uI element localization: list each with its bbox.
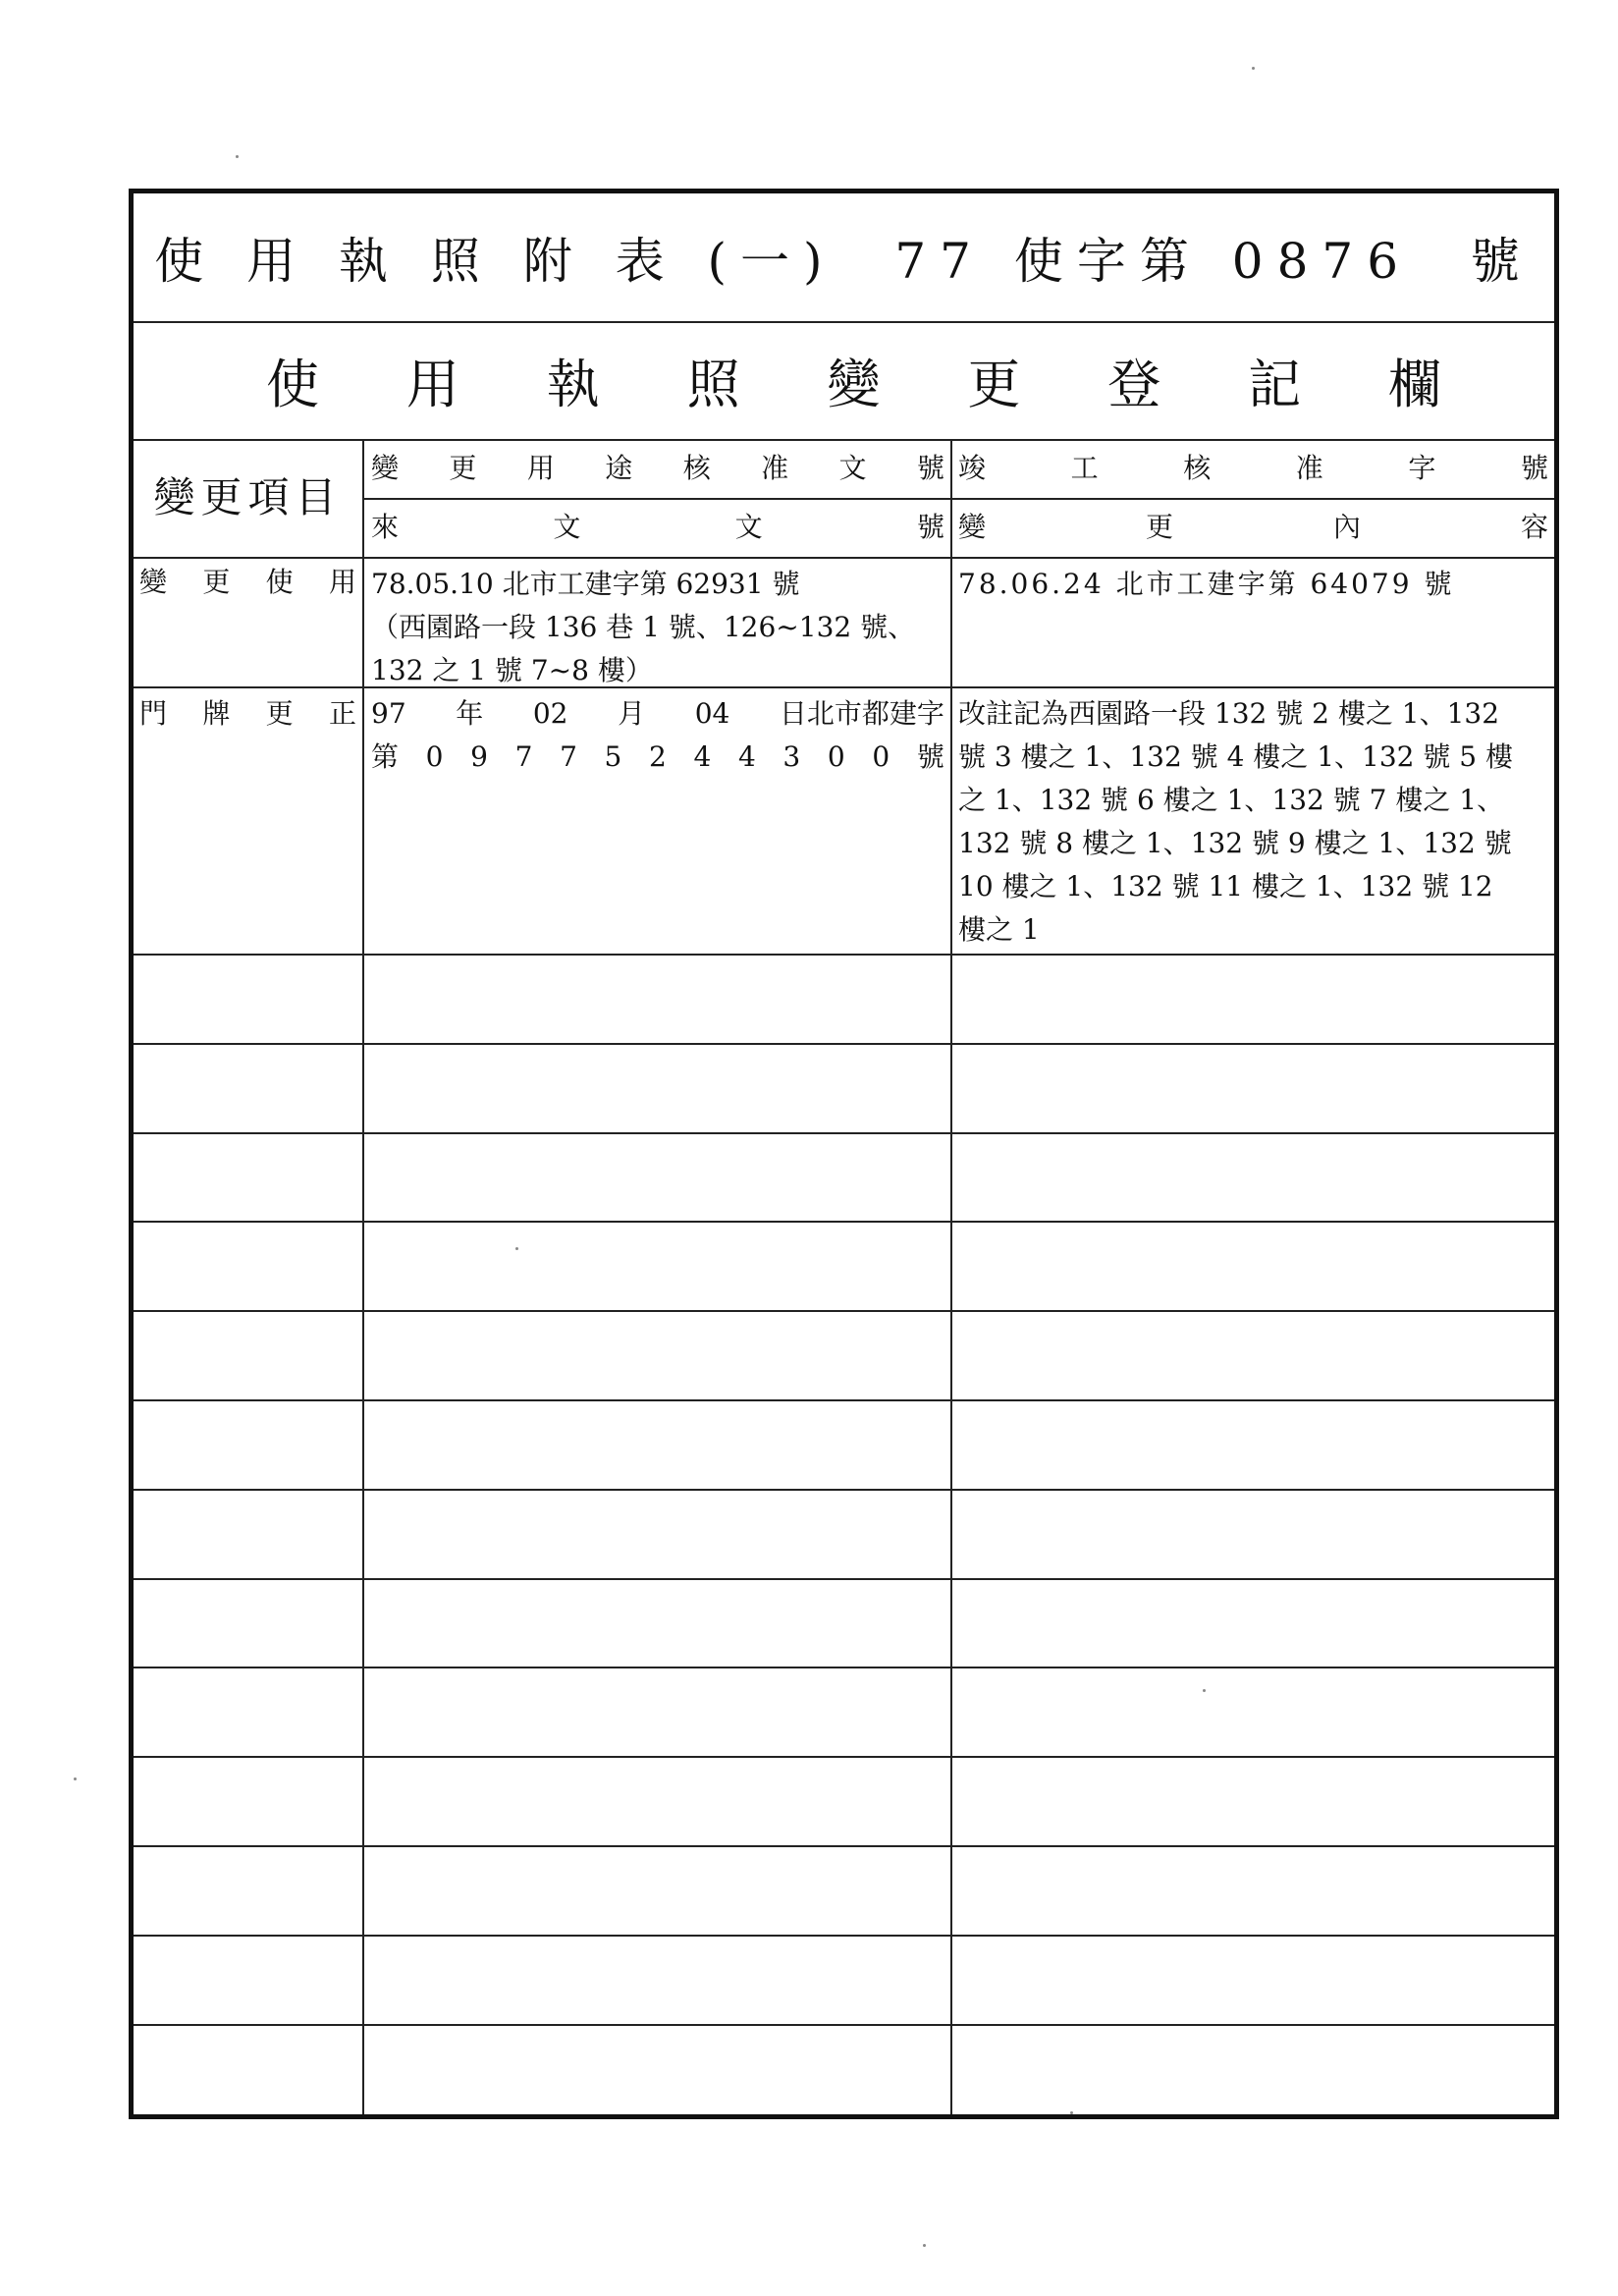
header-char: 文 [553, 511, 581, 543]
row-divider [134, 1399, 1554, 1401]
register-grid [134, 439, 1554, 2114]
row-divider [134, 1310, 1554, 1312]
header-char: 途 [605, 452, 633, 484]
row-divider [134, 954, 1554, 956]
header-char: 核 [682, 452, 711, 484]
doc-line: 132 之 1 號 7~8 樓） [371, 654, 653, 686]
subtitle-char: 照 [686, 353, 740, 415]
row-divider [134, 1132, 1554, 1134]
doc-token: 年 [456, 697, 484, 730]
scan-speck [923, 2244, 926, 2247]
item-char: 更 [202, 566, 231, 598]
item-char: 正 [328, 697, 356, 730]
row-divider [134, 1667, 1554, 1668]
row-address-correction-content [952, 688, 1554, 954]
header-char: 內 [1332, 511, 1361, 543]
header-incoming-doc-number [365, 498, 950, 557]
row-divider [134, 686, 1554, 688]
doc-line: 78.05.10 北市工建字第 62931 號 [371, 568, 800, 600]
header-char: 文 [838, 452, 867, 484]
header-char: 准 [761, 452, 789, 484]
doc-token: 9 [470, 740, 488, 773]
header-char: 更 [449, 452, 477, 484]
header-char: 號 [916, 452, 944, 484]
content-line: 號 3 樓之 1、132 號 4 樓之 1、132 號 5 樓 [958, 740, 1513, 773]
header-char: 字 [1408, 452, 1436, 484]
scan-speck [1203, 1689, 1206, 1692]
content-line: 78.06.24 北市工建字第 64079 號 [958, 568, 1455, 600]
row-divider [134, 1489, 1554, 1491]
subtitle-char: 更 [967, 353, 1021, 415]
scan-speck [515, 1247, 518, 1250]
row-change-use-content [952, 559, 1554, 686]
header-change-content [952, 498, 1554, 557]
row-divider [134, 1845, 1554, 1847]
subtitle-char: 用 [405, 353, 459, 415]
item-char: 變 [139, 566, 168, 598]
doc-token: 04 [694, 697, 730, 730]
scan-speck [74, 1777, 77, 1780]
subtitle-char: 使 [266, 353, 319, 415]
doc-token: 日北市都建字 [779, 697, 944, 730]
row-divider [134, 1221, 1554, 1223]
item-char: 門 [139, 697, 168, 730]
column-divider [362, 439, 364, 2114]
doc-token: 0 [872, 740, 890, 773]
doc-token: 02 [532, 697, 568, 730]
column-divider [950, 439, 952, 2114]
header-char: 號 [916, 511, 944, 543]
row-divider [134, 1043, 1554, 1045]
doc-token: 0 [827, 740, 845, 773]
header-change-item: 變更項目 [153, 473, 343, 521]
form-table [129, 189, 1559, 2119]
row-change-use-doc [365, 559, 950, 686]
subtitle-char: 變 [827, 353, 881, 415]
subtitle [266, 321, 1441, 439]
subtitle-char: 欄 [1388, 353, 1441, 415]
header-char: 變 [958, 511, 987, 543]
row-address-correction-doc-line2 [365, 736, 950, 779]
doc-token: 月 [618, 697, 646, 730]
doc-token: 2 [649, 740, 667, 773]
item-char: 牌 [202, 697, 231, 730]
row-address-correction-item [134, 692, 362, 736]
header-char: 更 [1145, 511, 1173, 543]
doc-token: 7 [514, 740, 533, 773]
header-char: 准 [1295, 452, 1323, 484]
doc-line: （西園路一段 136 巷 1 號、126~132 號、 [371, 611, 916, 643]
doc-token: 號 [916, 740, 944, 773]
scan-speck [1252, 67, 1255, 70]
content-line: 之 1、132 號 6 樓之 1、132 號 7 樓之 1、 [958, 784, 1505, 816]
subtitle-char: 記 [1248, 353, 1302, 415]
header-completion-number [952, 439, 1554, 498]
row-change-use-item [134, 561, 362, 604]
item-char: 更 [265, 697, 294, 730]
row-divider [134, 1935, 1554, 1937]
scan-speck [1070, 2111, 1073, 2114]
row-divider [134, 1578, 1554, 1580]
doc-token: 3 [782, 740, 801, 773]
header-char: 核 [1183, 452, 1212, 484]
doc-token: 4 [737, 740, 756, 773]
header-char: 來 [371, 511, 400, 543]
row-divider [134, 557, 1554, 559]
doc-token: 7 [560, 740, 577, 773]
header-char: 號 [1520, 452, 1548, 484]
doc-token: 0 [425, 740, 444, 773]
row-divider [134, 2024, 1554, 2026]
header-char: 用 [526, 452, 555, 484]
page-title: 使 用 執 照 附 表 (一) 77 使字第 0876 號 [154, 233, 1534, 290]
title-row [134, 193, 1554, 323]
row-divider [363, 498, 1554, 500]
row-address-correction-doc-line1 [365, 692, 950, 736]
header-approval-doc-number [365, 439, 950, 498]
subtitle-row [134, 321, 1554, 441]
subtitle-char: 執 [546, 353, 600, 415]
doc-token: 4 [693, 740, 712, 773]
item-char: 使 [265, 566, 294, 598]
header-char: 變 [371, 452, 400, 484]
header-char: 竣 [958, 452, 987, 484]
content-line: 樓之 1 [958, 913, 1040, 946]
item-char: 用 [328, 566, 356, 598]
subtitle-char: 登 [1107, 353, 1161, 415]
doc-token: 第 [371, 740, 400, 773]
content-line: 改註記為西園路一段 132 號 2 樓之 1、132 [958, 697, 1500, 730]
content-line: 10 樓之 1、132 號 11 樓之 1、132 號 12 [958, 870, 1493, 902]
content-line: 132 號 8 樓之 1、132 號 9 樓之 1、132 號 [958, 827, 1512, 859]
doc-token: 5 [604, 740, 622, 773]
row-divider [134, 1756, 1554, 1758]
header-char: 文 [734, 511, 763, 543]
header-char: 工 [1070, 452, 1099, 484]
scan-speck [236, 155, 239, 158]
header-char: 容 [1520, 511, 1548, 543]
doc-token: 97 [371, 697, 406, 730]
